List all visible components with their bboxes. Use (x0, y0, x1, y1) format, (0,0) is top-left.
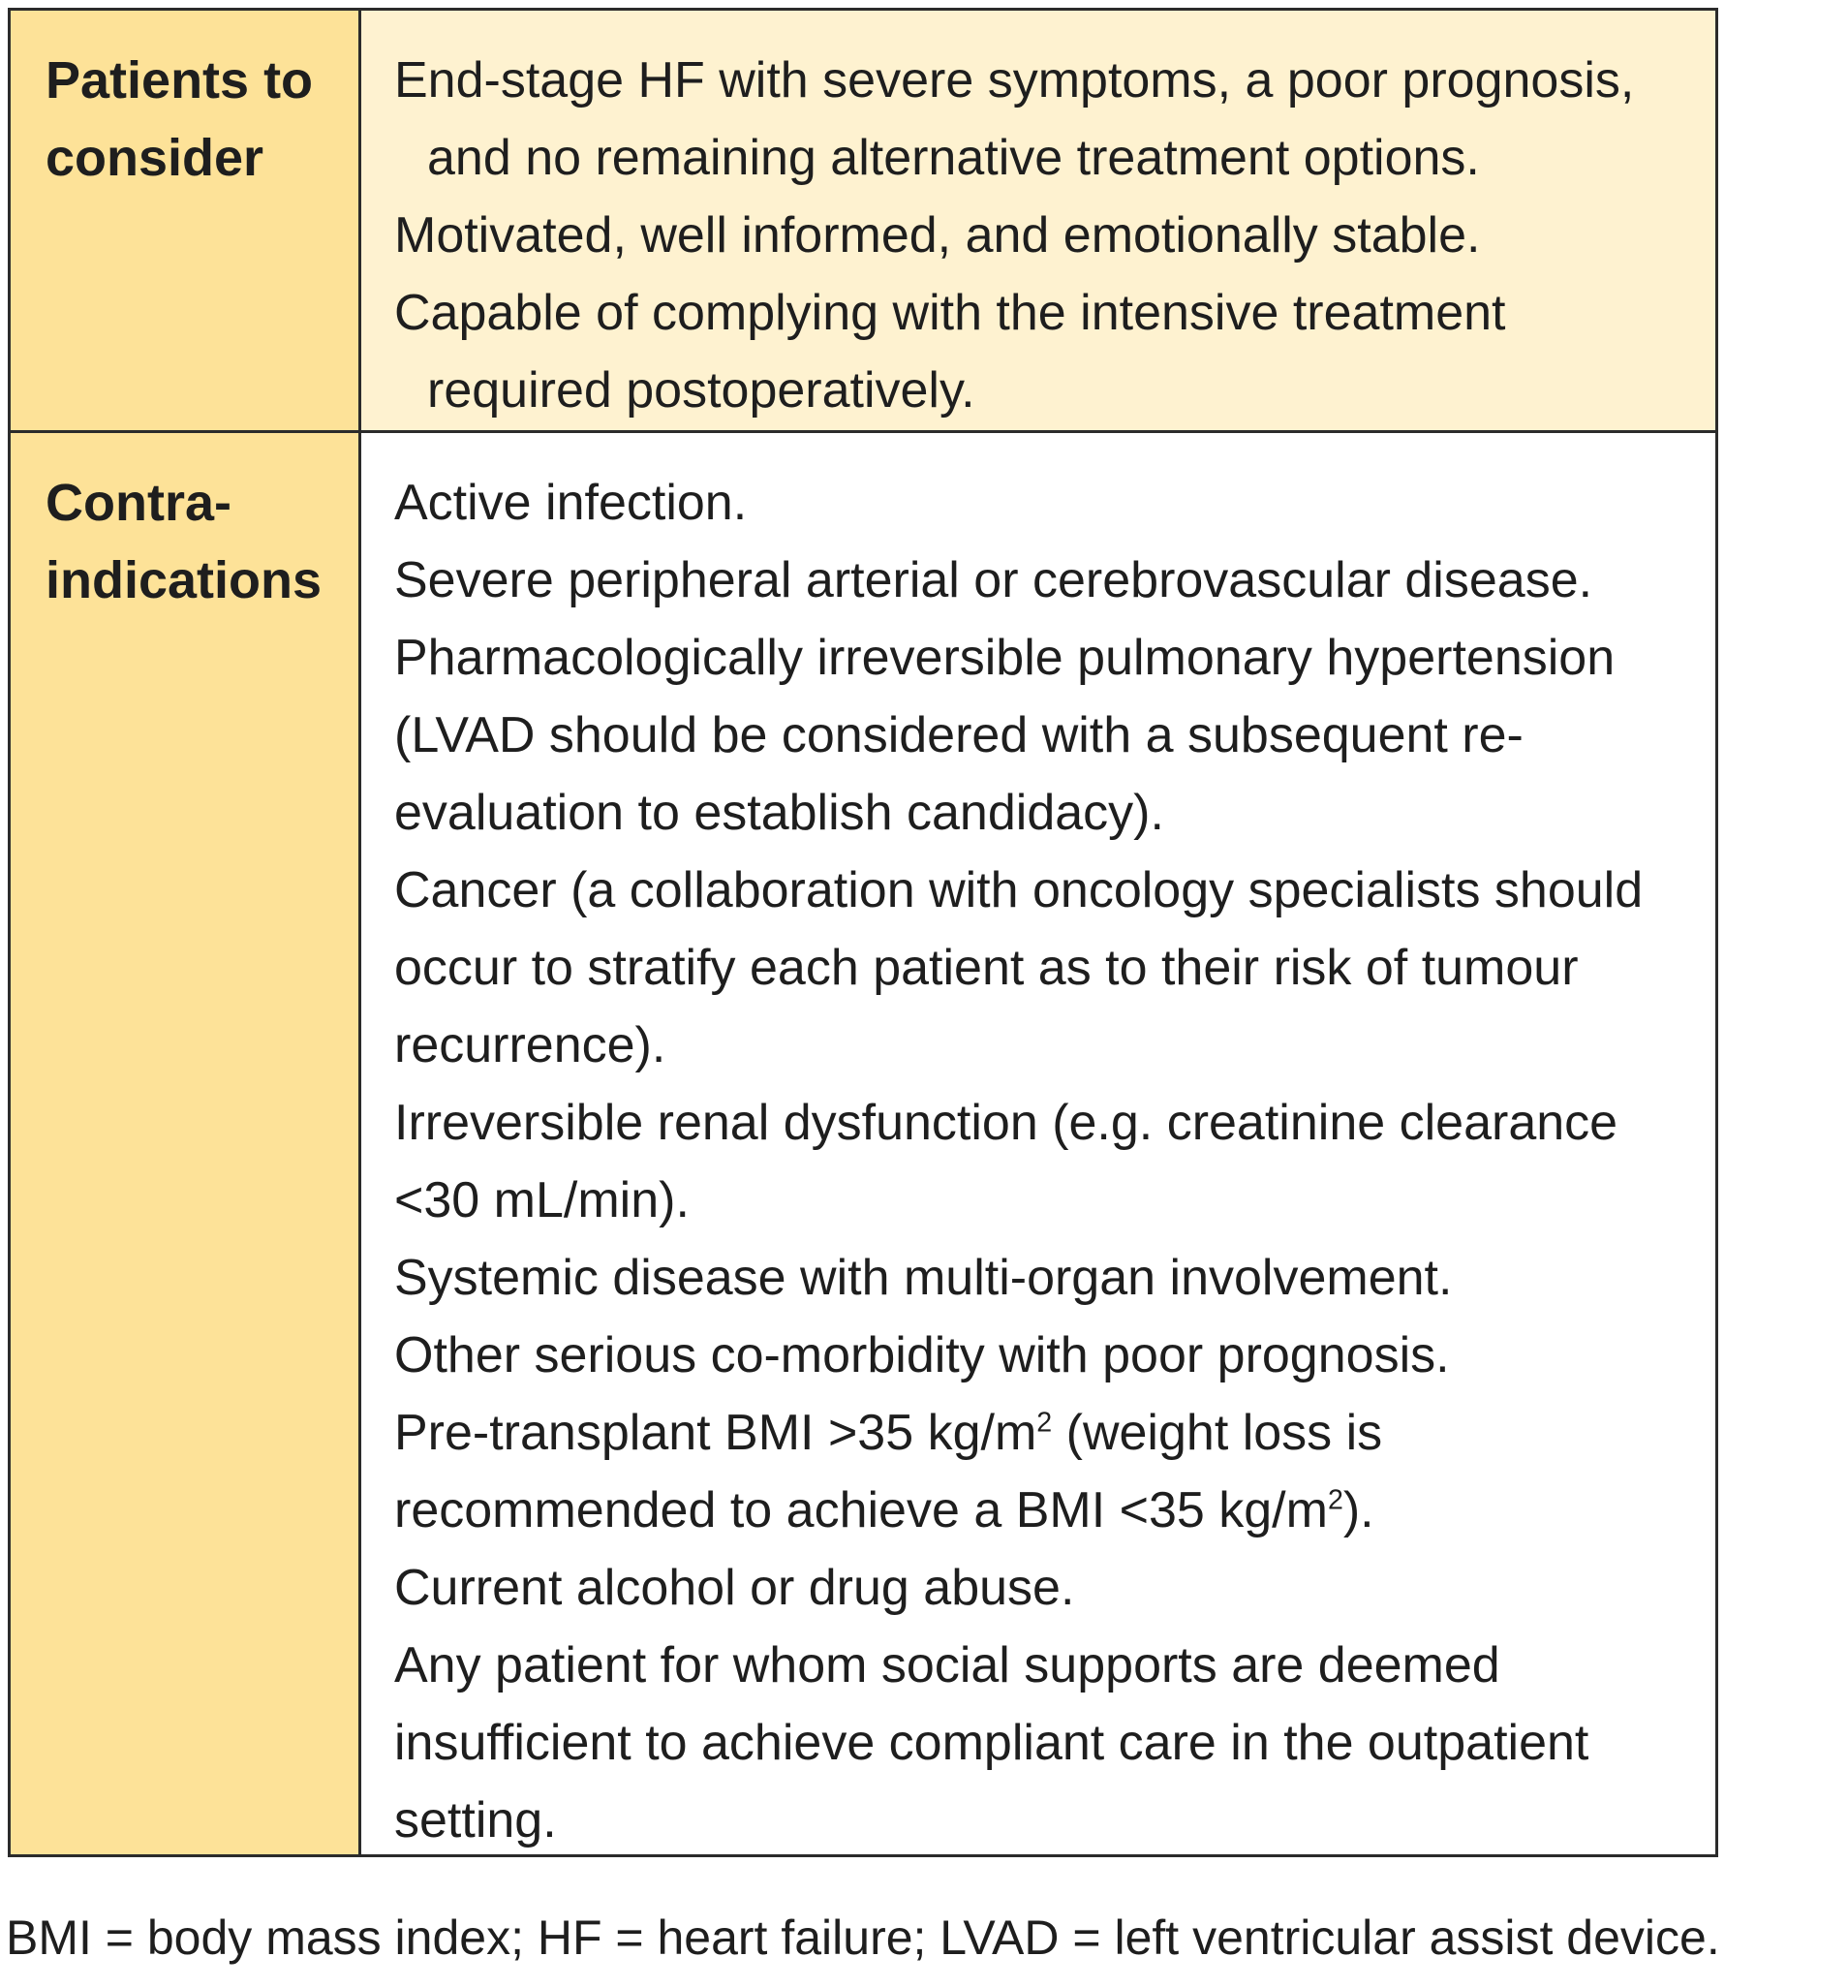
bmi-text: Pre-transplant BMI >35 kg/m (394, 1405, 1037, 1461)
criteria-table (8, 8, 1718, 1857)
criteria-item: Systemic disease with multi-organ involvement. (394, 1250, 1453, 1306)
bmi-text: ). (1342, 1482, 1374, 1538)
row-label-line: Patients to (46, 51, 314, 109)
criteria-item: Cancer (a collaboration with oncology specialists should occur to stratify each patient as to their risk of tumour recurrence). (394, 862, 1644, 1073)
criteria-item: Current alcohol or drug abuse. (394, 1560, 1075, 1616)
criteria-item: Severe peripheral arterial or cerebrovascular disease. (394, 552, 1593, 608)
table-row-patients-to-consider (11, 11, 1715, 430)
table-row-contraindications (11, 430, 1715, 1854)
criteria-item-bmi (394, 1394, 1686, 1549)
row-content-cell (361, 433, 1715, 1854)
superscript: 2 (1327, 1484, 1343, 1516)
row-label-cell (11, 11, 361, 430)
row-label-line: Contra- (46, 474, 231, 532)
criteria-item: Irreversible renal dysfunction (e.g. creatinine clearance <30 mL/min). (394, 1095, 1618, 1228)
bmi-text: (weight loss is recommended to achieve a BMI <35 kg/m (394, 1405, 1383, 1538)
criteria-item: Capable of complying with the intensive treatment required postoperatively. (394, 285, 1506, 419)
criteria-item: End-stage HF with severe symptoms, a poor prognosis, and no remaining alternative treatment options. (394, 52, 1635, 186)
table-footnote: BMI = body mass index; HF = heart failure; LVAD = left ventricular assist device. (6, 1910, 1720, 1965)
criteria-item: Active infection. (394, 475, 748, 531)
criteria-item: Any patient for whom social supports are deemed insufficient to achieve compliant care in the outpatient setting. (394, 1637, 1589, 1848)
row-label-line: consider (46, 129, 264, 187)
criteria-item: Other serious co-morbidity with poor prognosis. (394, 1327, 1450, 1383)
superscript: 2 (1036, 1407, 1053, 1439)
row-label-line: indications (46, 551, 323, 609)
criteria-item: Pharmacologically irreversible pulmonary hypertension (LVAD should be considered with a subsequent re-evaluation to establish candidacy). (394, 630, 1616, 841)
row-content-cell (361, 11, 1715, 430)
row-label-cell (11, 433, 361, 1854)
criteria-item: Motivated, well informed, and emotionally stable. (394, 207, 1481, 264)
